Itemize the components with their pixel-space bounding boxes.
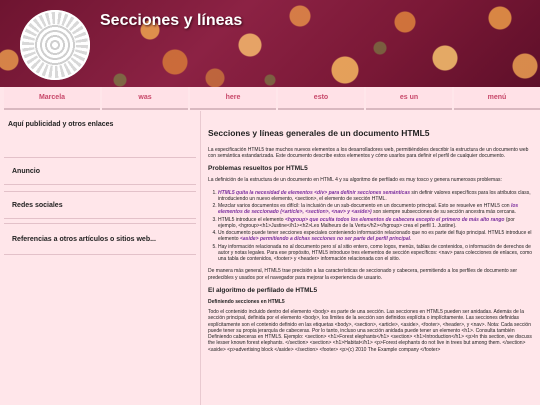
sidebar-box-redes-sociales xyxy=(4,191,196,219)
highlighted-text: <aside> permitiendo a dichas secciones no ser parte del perfil principal xyxy=(239,236,411,243)
sidebar-box-referencias xyxy=(4,223,196,255)
list-item xyxy=(218,230,534,243)
highlighted-text: los elementos de seccionado (<article>, <section>, <nav> y <aside>) xyxy=(218,203,519,216)
mandala-logo-icon xyxy=(20,10,90,80)
highlighted-text: <hgroup> que oculta todos los elementos de cabecera excepto el primero de más alto rango xyxy=(284,216,505,223)
list-item-text: (por ejemplo, <hgroup><h1>Justine</h1><h2>Les Malheurs de la Vertu</h2></hgroup> crea el perfil 1. Justine). xyxy=(218,216,515,229)
main-content xyxy=(208,118,534,405)
problems-intro: La definición de la estructura de un documento en HTML 4 y su algoritmo de perfilado es muy tosco y genera numerosos problemas: xyxy=(208,177,502,184)
algorithm-heading: El algoritmo de perfilado de HTML5 xyxy=(208,286,318,294)
sidebar-box-label: Referencias a otros artículos o sitios web... xyxy=(12,235,156,243)
sidebar-ads-heading: Aquí publicidad y otros enlaces xyxy=(8,121,114,128)
problems-heading: Problemas resueltos por HTML5 xyxy=(208,165,308,173)
nav-item-esto[interactable]: esto xyxy=(278,87,364,110)
sidebar xyxy=(0,111,201,405)
conclusion-paragraph: De manera más general, HTML5 trae precisión a las características de seccionado y cabecera, permitiendo a los perfiles de documento ser predecibles y usados por el navegador para mejorar la experiencia de usuario. xyxy=(208,268,518,281)
nav-item-was[interactable]: was xyxy=(102,87,188,110)
nav-item-here[interactable]: here xyxy=(190,87,276,110)
list-item xyxy=(218,217,534,230)
list-item-text: sin definir valores específicos para los atributos class, introduciendo un nuevo elemento, <section>, el elemento de sección HTML. xyxy=(218,189,531,202)
intro-paragraph: La especificación HTML5 trae muchos nuevos elementos a los desarrolladores web, permitiéndoles describir la estructura de un documento web con semántica estandarizada. Este documento describe estos elementos y cómo usarlos para definir el perfil de cualquier documento. xyxy=(208,146,529,159)
list-item-text: HTML5 introduce el elemento xyxy=(218,216,285,223)
problems-list xyxy=(208,190,534,263)
header-banner xyxy=(0,0,540,87)
main-nav xyxy=(0,87,540,111)
list-item xyxy=(218,244,534,263)
sidebar-box-label: Anuncio xyxy=(12,167,40,175)
nav-item-marcela[interactable]: Marcela xyxy=(4,87,100,110)
list-item xyxy=(218,203,534,216)
nav-item-menu[interactable]: menú xyxy=(454,87,540,110)
article-title: Secciones y líneas generales de un documento HTML5 xyxy=(208,128,430,138)
sidebar-box-label: Redes sociales xyxy=(12,201,63,209)
sections-subheading: Definiendo secciones en HTML5 xyxy=(208,298,285,305)
list-item-text: Un documento puede tener secciones especiales conteniendo información relacionado que no es parte del flujo principal. HTML5 introduce el elemento xyxy=(218,230,532,243)
algorithm-paragraph: Todo el contenido incluido dentro del elemento <body> es parte de una sección. Las secciones en HTML5 pueden ser anidadas. Además de la sección principal, definida por el elemento <body>, los límites de la sección son definidos explícita o implícitamente. Las secciones definidas explícitamente son el contenido definido en las etiquetas <body>, <section>, <article>, <aside>, <footer>, <header>, y <nav>. Nota: Cada sección puede tener su propia jerarquía de cabeceras. Por lo tanto, incluso una sección anidada puede tener un elemento <h1>. Consulta también Definiendo cabeceras en HTML5. Ejemplo: <section> <h1>Forest elephants</h1> <section> <h1>Introduction</h1> <p>In this section, we discuss the lesser known forest elephants. </section> <section> <h1>Habitat</h1> <p>Forest elephants do not live in trees but among them. </section> <aside> <p>advertising block </aside> </section> <footer> <p>(c) 2010 The Example company </footer> xyxy=(208,309,532,353)
list-item-text: son siempre subsecciones de su sección ancestra más cercana. xyxy=(371,209,516,216)
list-item xyxy=(218,190,534,203)
nav-item-es-un[interactable]: es un xyxy=(366,87,452,110)
highlighted-text: HTML5 quita la necesidad de elementos <div> para definir secciones semánticas xyxy=(218,189,411,196)
sidebar-box-anuncio xyxy=(4,157,196,185)
list-item-text: Hay información relacionada no al documento pero sí al sitio entero, como logos, menús, tablas de contenidos, o información de derechos de autor y notas legales. Para ese propósito, HTML5 introduce tres elementos de sección específicos: <nav> para colecciones de enlaces, como una tabla de contenidos, <footer> y <header> información relacionada con el sitio. xyxy=(218,243,533,262)
site-title: Secciones y líneas xyxy=(100,12,243,29)
list-item-text: Mezclar varios documentos es difícil: la inclusión de un sub-documento en un documento principal. Esto se resuelve en HTML5 con xyxy=(218,203,511,209)
list-item-text: . xyxy=(410,236,412,243)
